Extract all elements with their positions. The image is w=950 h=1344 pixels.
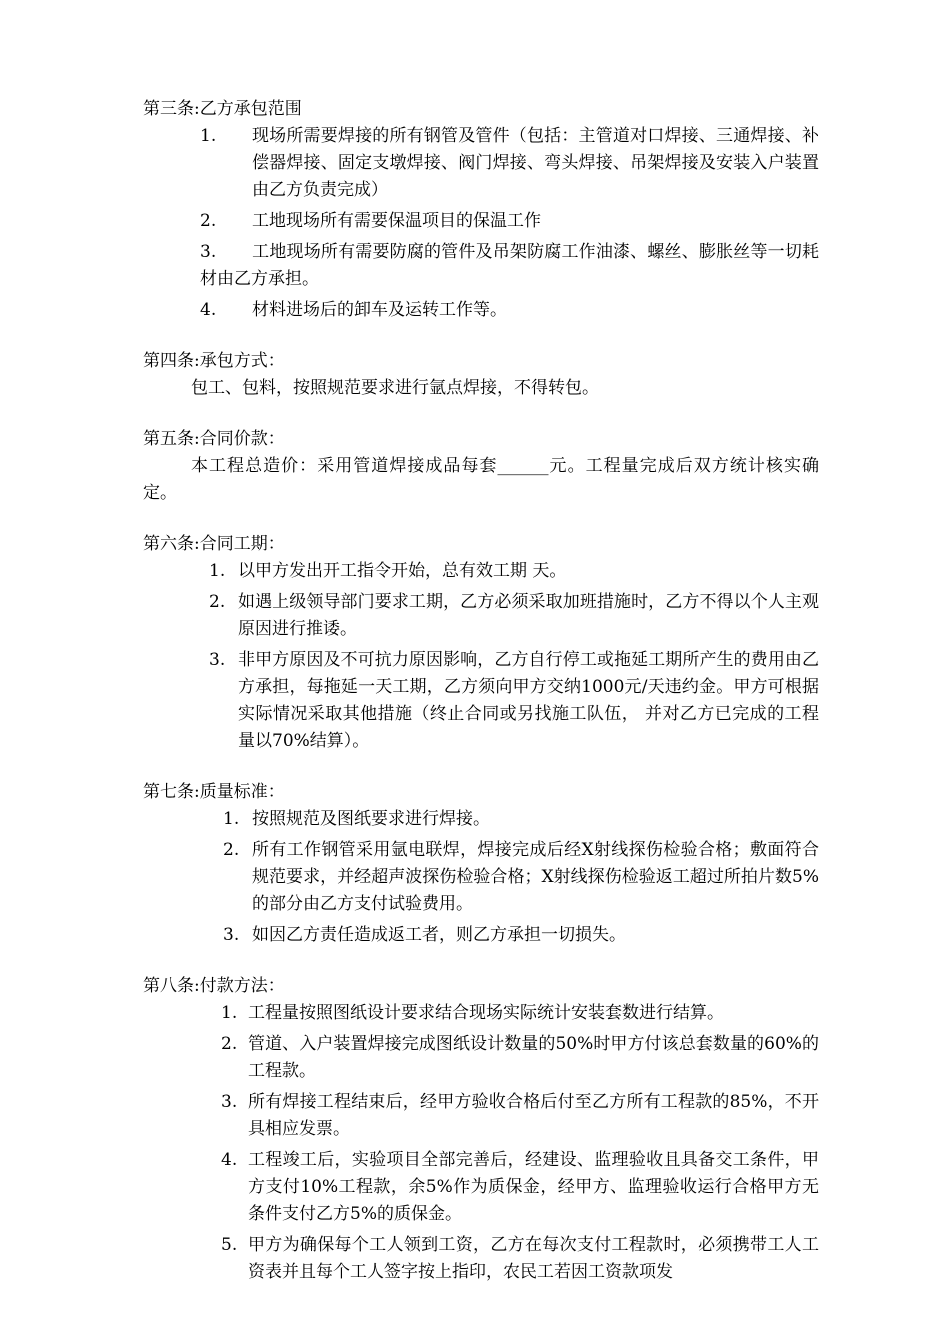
list-item xyxy=(143,1232,819,1286)
section-4-text: 包工、包料，按照规范要求进行氩点焊接，不得转包。 xyxy=(191,378,599,398)
list-item-text: 工程竣工后，实验项目全部完善后，经建设、监理验收且具备交工条件，甲方支付10%工程款，余5%作为质保金，经甲方、监理验收运行合格甲方无条件支付乙方5%的质保金。 xyxy=(248,1150,819,1224)
list-item xyxy=(143,647,819,755)
list-item xyxy=(143,1031,819,1085)
list-item-number: 2. xyxy=(209,592,226,612)
list-item-number: 2. xyxy=(200,211,217,231)
section-7-title: 第七条:质量标准： xyxy=(143,782,285,802)
list-item xyxy=(143,208,819,235)
list-item xyxy=(143,1147,819,1228)
list-item-number: 4. xyxy=(221,1150,238,1170)
list-item xyxy=(143,123,819,204)
list-item-number: 2. xyxy=(223,840,240,860)
list-item xyxy=(143,1000,819,1027)
section-5-title: 第五条:合同价款： xyxy=(143,429,285,449)
section-6-list xyxy=(143,558,819,755)
list-item-number: 1. xyxy=(209,561,226,581)
list-item xyxy=(143,239,819,293)
list-item-text: 如因乙方责任造成返工者，则乙方承担一切损失。 xyxy=(252,925,626,945)
list-item-text: 工地现场所有需要保温项目的保温工作 xyxy=(252,211,541,231)
section-6-title: 第六条:合同工期： xyxy=(143,534,285,554)
section-8-title: 第八条:付款方法： xyxy=(143,976,285,996)
list-item xyxy=(143,589,819,643)
list-item-text: 管道、入户装置焊接完成图纸设计数量的50%时甲方付该总套数量的60%的工程款。 xyxy=(248,1034,819,1081)
section-8-list xyxy=(143,1000,819,1286)
list-item-text: 工程量按照图纸设计要求结合现场实际统计安装套数进行结算。 xyxy=(248,1003,724,1023)
list-item xyxy=(143,806,819,833)
list-item-number: 1. xyxy=(223,809,240,829)
section-5-text: 本工程总造价：采用管道焊接成品每套______元。工程量完成后双方统计核实确定。 xyxy=(143,456,819,503)
list-item-number: 2. xyxy=(221,1034,238,1054)
list-item-number: 3. xyxy=(209,650,226,670)
list-item-text: 如遇上级领导部门要求工期，乙方必须采取加班措施时，乙方不得以个人主观原因进行推诿。 xyxy=(238,592,819,639)
list-item-number: 3. xyxy=(223,925,240,945)
list-item-text: 按照规范及图纸要求进行焊接。 xyxy=(252,809,490,829)
list-item-number: 5. xyxy=(221,1235,238,1255)
list-item-number: 1. xyxy=(221,1003,238,1023)
list-item-text: 工地现场所有需要防腐的管件及吊架防腐工作油漆、螺丝、膨胀丝等一切耗材由乙方承担。 xyxy=(200,242,819,289)
list-item-text: 非甲方原因及不可抗力原因影响，乙方自行停工或拖延工期所产生的费用由乙方承担，每拖延一天工期，乙方须向甲方交纳1000元/天违约金。甲方可根据实际情况采取其他措施（终止合同或另找施工队伍， 并对乙方已完成的工程量以70%结算）。 xyxy=(238,650,819,751)
list-item-text: 现场所需要焊接的所有钢管及管件（包括：主管道对口焊接、三通焊接、补偿器焊接、固定支墩焊接、阀门焊接、弯头焊接、吊架焊接及安装入户装置由乙方负责完成） xyxy=(252,126,819,200)
list-item xyxy=(143,297,819,324)
list-item xyxy=(143,837,819,918)
list-item-text: 所有焊接工程结束后，经甲方验收合格后付至乙方所有工程款的85%，不开具相应发票。 xyxy=(248,1092,819,1139)
list-item xyxy=(143,922,819,949)
list-item-number: 3. xyxy=(221,1092,238,1112)
list-item-text: 以甲方发出开工指令开始，总有效工期 天。 xyxy=(238,561,567,581)
list-item-number: 4. xyxy=(200,300,217,320)
list-item-number: 3. xyxy=(200,242,217,262)
list-item xyxy=(143,558,819,585)
list-item xyxy=(143,1089,819,1143)
document-page xyxy=(143,96,819,1286)
list-item-text: 材料进场后的卸车及运转工作等。 xyxy=(252,300,507,320)
list-item-number: 1. xyxy=(200,126,217,146)
section-7-list xyxy=(143,806,819,949)
section-3-list xyxy=(143,123,819,324)
section-3-title: 第三条:乙方承包范围 xyxy=(143,99,302,119)
list-item-text: 所有工作钢管采用氩电联焊，焊接完成后经X射线探伤检验合格；敷面符合规范要求，并经超声波探伤检验合格；X射线探伤检验返工超过所拍片数5%的部分由乙方支付试验费用。 xyxy=(252,840,819,914)
list-item-text: 甲方为确保每个工人领到工资，乙方在每次支付工程款时，必须携带工人工资表并且每个工人签字按上指印，农民工若因工资款项发 xyxy=(248,1235,819,1282)
section-4-title: 第四条:承包方式： xyxy=(143,351,285,371)
